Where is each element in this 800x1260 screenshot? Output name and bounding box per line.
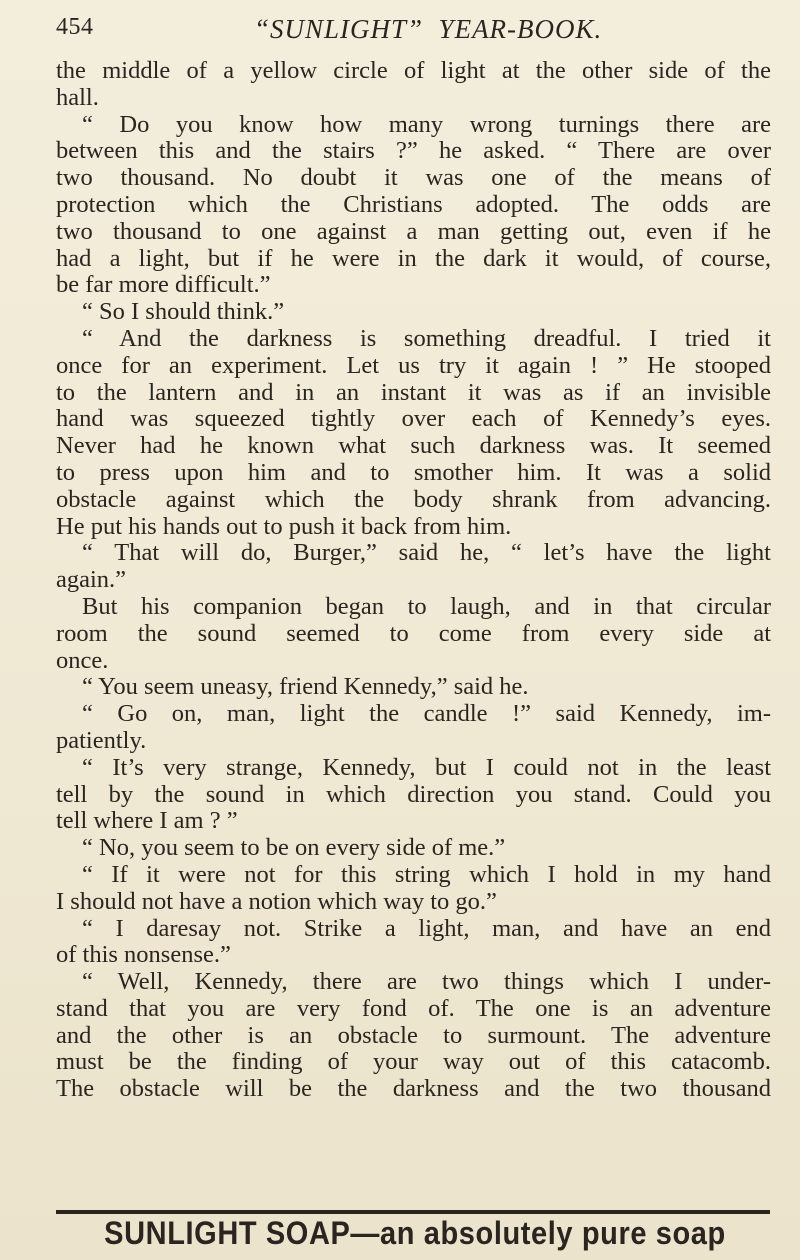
text-line: once for an experiment. Let us try it again ! ” He stooped <box>56 352 771 379</box>
text-line: Never had he known what such darkness was. It seemed <box>56 433 771 460</box>
text-line: be far more difficult.” <box>56 272 271 299</box>
footer-advert: SUNLIGHT SOAP—an absolutely pure soap <box>104 1216 726 1252</box>
text-line: to the lantern and in an instant it was as if an invisible <box>56 379 771 406</box>
text-line: “ Do you know how many wrong turnings there are <box>82 111 771 138</box>
body-text <box>56 58 771 1103</box>
text-line: and the other is an obstacle to surmount. The adventure <box>56 1022 771 1049</box>
text-line: hand was squeezed tightly over each of Kennedy’s eyes. <box>56 406 771 433</box>
text-line: But his companion began to laugh, and in that circular <box>82 593 771 620</box>
text-line: “ That will do, Burger,” said he, “ let’s have the light <box>82 540 771 567</box>
text-line: must be the finding of your way out of this catacomb. <box>56 1049 771 1076</box>
running-title: “SUNLIGHT” YEAR-BOOK. <box>254 14 603 44</box>
text-line: had a light, but if he were in the dark it would, of course, <box>56 245 771 272</box>
text-line: patiently. <box>56 727 147 754</box>
text-line: I should not have a notion which way to go.” <box>56 888 497 915</box>
text-line: “ Well, Kennedy, there are two things which I under- <box>82 969 771 996</box>
text-line: tell by the sound in which direction you stand. Could you <box>56 781 771 808</box>
text-line: “ It’s very strange, Kennedy, but I could not in the least <box>82 754 771 781</box>
text-line: “ No, you seem to be on every side of me.” <box>82 835 506 862</box>
text-line: “ And the darkness is something dreadful. I tried it <box>82 325 771 352</box>
text-line: the middle of a yellow circle of light at the other side of the <box>56 58 771 84</box>
text-line: hall. <box>56 84 99 111</box>
text-line: stand that you are very fond of. The one is an adventure <box>56 995 771 1022</box>
text-line: of this nonsense.” <box>56 942 231 969</box>
text-line: “ So I should think.” <box>82 299 285 326</box>
text-line: “ I daresay not. Strike a light, man, and have an end <box>82 915 771 942</box>
text-line: The obstacle will be the darkness and the two thousand <box>56 1076 771 1103</box>
footer-rule <box>56 1210 770 1214</box>
text-line: protection which the Christians adopted. The odds are <box>56 191 771 218</box>
text-line: obstacle against which the body shrank from advancing. <box>56 486 771 513</box>
text-line: He put his hands out to push it back from him. <box>56 513 512 540</box>
page-header <box>56 14 776 54</box>
text-line: “ You seem uneasy, friend Kennedy,” said he. <box>82 674 529 701</box>
text-line: room the sound seemed to come from every side at <box>56 620 771 647</box>
text-line: to press upon him and to smother him. It was a solid <box>56 459 771 486</box>
text-line: two thousand to one against a man getting out, even if he <box>56 218 771 245</box>
page-number: 454 <box>56 14 94 40</box>
text-line: “ Go on, man, light the candle !” said Kennedy, im- <box>82 701 771 728</box>
text-line: between this and the stairs ?” he asked. “ There are over <box>56 138 771 165</box>
text-line: again.” <box>56 567 127 594</box>
text-line: once. <box>56 647 109 674</box>
text-line: “ If it were not for this string which I hold in my hand <box>82 861 771 888</box>
text-line: two thousand. No doubt it was one of the means of <box>56 165 771 192</box>
text-line: tell where I am ? ” <box>56 808 238 835</box>
